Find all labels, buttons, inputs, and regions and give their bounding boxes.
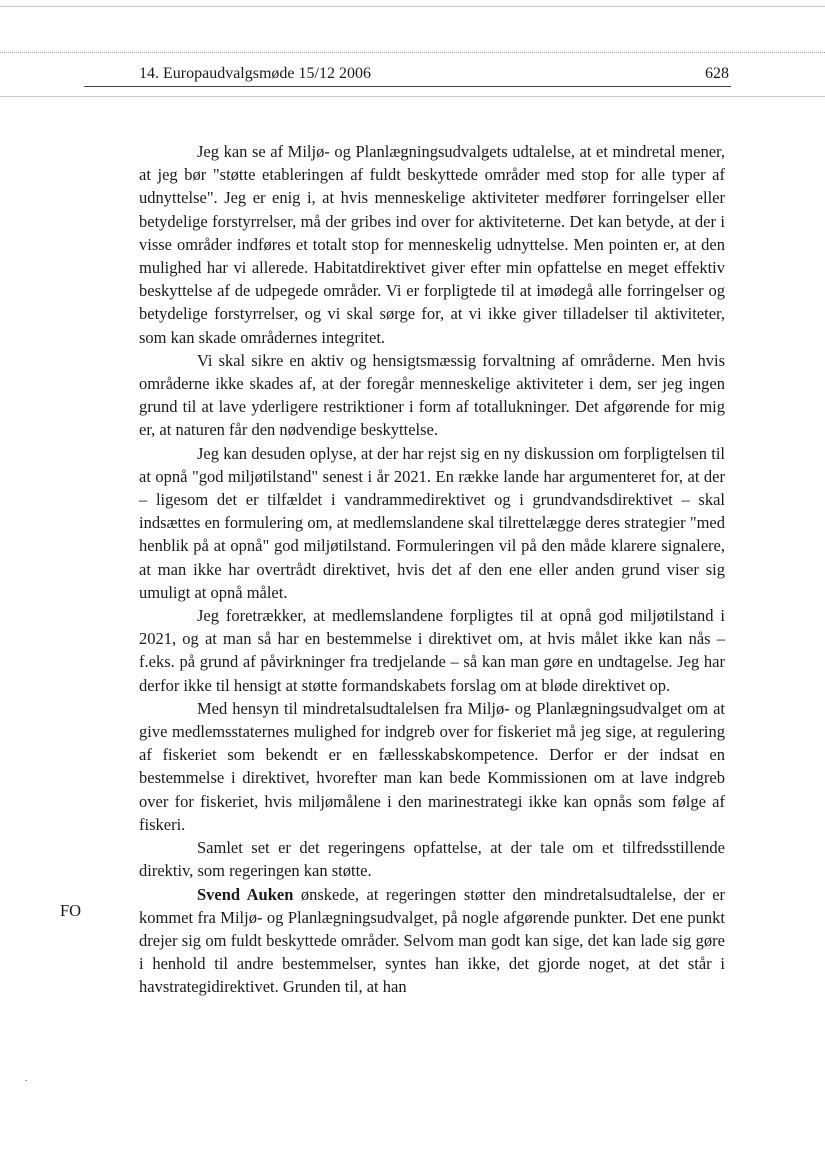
scan-edge-line	[0, 96, 825, 97]
header-title: 14. Europaudvalgsmøde 15/12 2006	[139, 65, 371, 82]
scan-speck	[25, 1080, 27, 1081]
paragraph: Samlet set er det regeringens opfattelse, at der tale om et tilfredsstillende direktiv, som regeringen kan støtte.	[139, 838, 725, 881]
scan-edge-line	[0, 6, 825, 7]
paragraph: Jeg foretrækker, at medlemslandene forpligtes til at opnå god miljøtilstand i 2021, og at man så har en bestemmelse i direktivet om, at hvis målet ikke kan nås – f.eks. på grund af påvirkninger fra tredjelande – så kan man gøre en undtagelse. Jeg har derfor ikke til hensigt at støtte formandskabets forslag om at bløde direktivet op.	[139, 606, 725, 695]
paragraph: Jeg kan se af Miljø- og Planlægningsudvalgets udtalelse, at et mindretal mener, at jeg bør "støtte etableringen af fuldt beskyttede områder med stop for alle typer af udnyttelse". Jeg er enig i, at hvis menneskelige aktiviteter medfører forringelser eller betydelige forstyrrelser, må der gribes ind over for aktiviteterne. Det kan betyde, at der i visse områder indføres et totalt stop for menneskelig udnyttelse. Men pointen er, at den mulighed har vi allerede. Habitatdirektivet giver efter min opfattelse en meget effektiv beskyttelse af de udpegede områder. Vi er forpligtede til at imødegå alle forringelser og betydelige forstyrrelser, og vi skal sørge for, at vi ikke giver tilladelser til aktiviteter, som kan skade områdernes integritet.	[139, 142, 725, 347]
paragraph: Jeg kan desuden oplyse, at der har rejst sig en ny diskussion om forpligtelsen til at opnå "god miljøtilstand" senest i år 2021. En række lande har argumenteret for, at der – ligesom det er tilfældet i vandrammedirektivet og i grundvandsdirektivet – skal indsættes en formulering om, at medlemslandene skal tilrettelægge deres strategier "med henblik på at opnå" god miljøtilstand. Formuleringen vil på den måde klarere signalere, at man ikke har overtrådt direktivet, hvis det af den ene eller anden grund viser sig umuligt at opnå målet.	[139, 443, 725, 602]
page-number: 628	[705, 65, 729, 82]
margin-note: FO	[60, 901, 82, 920]
running-header	[139, 64, 729, 84]
header-rule	[84, 86, 731, 87]
paragraph: Vi skal sikre en aktiv og hensigtsmæssig forvaltning af områderne. Men hvis områderne ikke skades af, at der foregår menneskelige aktiviteter i dem, ser jeg ingen grund til at lave yderligere restriktioner i form af totallukninger. Det afgørende for mig er, at naturen får den nødvendige beskyttelse.	[139, 350, 725, 440]
scan-edge-line	[0, 52, 825, 53]
speaker-name: Svend Auken	[197, 884, 294, 904]
body-text	[139, 140, 725, 999]
speaker-paragraph	[139, 883, 725, 999]
speaker-text: ønskede, at regeringen støtter den mindretalsudtalelse, der er kommet fra Miljø- og Planlægningsudvalget, på nogle afgørende punkter. Det ene punkt drejer sig om fuldt beskyttede områder. Selvom man godt kan sige, det kan lade sig gøre i henhold til andre bestemmelser, syntes han ikke, det gjorde noget, at det står i havstrategidirektivet. Grunden til, at han	[139, 884, 726, 997]
paragraph: Med hensyn til mindretalsudtalelsen fra Miljø- og Planlægningsudvalget om at give medlemsstaternes mulighed for indgreb over for fiskeriet må jeg sige, at regulering af fiskeriet som bekendt er en fællesskabskompetence. Derfor er der indsat en bestemmelse i direktivet, hvorefter man kan bede Kommissionen om at lave indgreb over for fiskeriet, hvis miljømålene i den marinestrategi ikke kan opnås som følge af fiskeri.	[139, 698, 725, 834]
